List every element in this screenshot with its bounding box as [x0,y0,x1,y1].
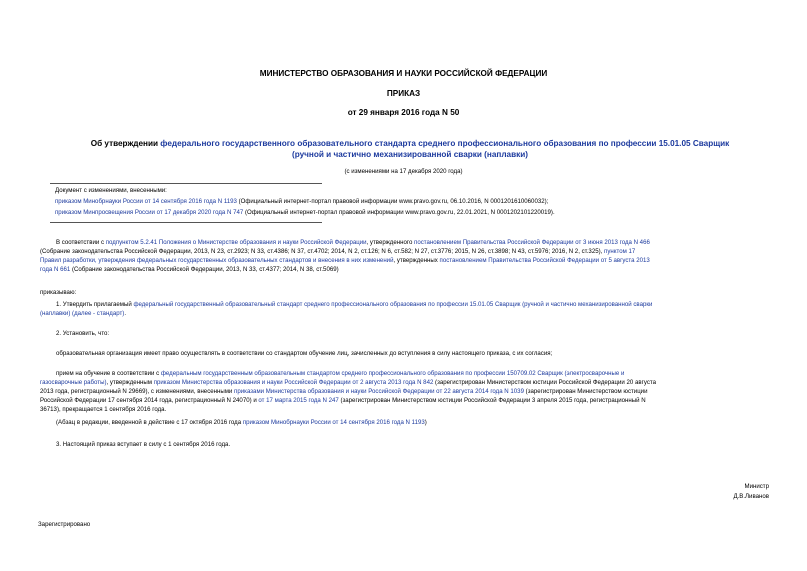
amended-note: (с изменениями на 17 декабря 2020 года) [344,168,463,175]
ministry-heading: МИНИСТЕРСТВО ОБРАЗОВАНИЯ И НАУКИ РОССИЙСКОЙ ФЕДЕРАЦИИ [259,69,548,78]
rules-development-link[interactable]: Правил разработки, утверждения федеральных государственных образовательных стандартов и внесения в них изменений [40,257,394,264]
document-title-line2[interactable]: (ручной и частично механизированной сварки (наплавки) [292,150,528,159]
order-247-link[interactable]: от 17 марта 2015 года N 247 [258,397,339,404]
gov-decree-466-link[interactable]: постановлением Правительства Российской Федерации от 3 июня 2013 года N 466 [414,239,650,246]
gov-decree-661-link[interactable]: постановлением Правительства Российской Федерации от 5 августа 2013 [439,257,650,264]
doc-type-heading: ПРИКАЗ [386,89,421,98]
order-1039-link[interactable]: приказами Министерства образования и науки Российской Федерации от 22 августа 2014 года N 1039 [234,388,524,395]
changes-top-rule [50,183,322,184]
title-standard-link[interactable]: федерального государственного образовательного стандарта среднего профессионального образования по профессии 15.01.05 Сварщик [160,139,730,148]
old-standard-link-cont[interactable]: газосварочные работы) [40,379,107,386]
standard-link-cont[interactable]: (наплавки) (далее - стандарт) [40,310,125,317]
signature-name: Д.В.Ливанов [733,493,769,500]
title-prefix: Об утверждении [90,139,161,148]
document-title-line1 [52,138,768,149]
old-standard-link[interactable]: федеральным государственным образовательным стандартом среднего профессионального образования по профессии 150709.02 Сварщик (электросварочные и [160,370,625,377]
abzac-note: (Абзац в редакции, введенной в действие с 17 октября 2016 года приказом Минобрнауки России от 14 сентября 2016 года N 1193) [56,419,427,426]
order-word: приказываю: [40,289,77,296]
changes-bottom-rule [50,222,322,223]
preamble-paragraph: В соответствии с подпунктом 5.2.41 Положения о Министерстве образования и науки Российской Федерации, утвержденного постановлением Правительства Российской Федерации от 3 июня 2013 года N 466 (Собрание законодательства Российской Федерации, 2013, N 23, ст.2923; N 33, ст.4386; N 37, ст.4702; 2014, N 2, ст.126; N 6, ст.582; N 27, ст.3776; 2015, N 26, ст.3898; N 43, ст.5976; 2016, N 2, ст.325), пунктом 17 Правил разработки, утверждения федеральных государственных образовательных стандартов и внесения в них изменений, утвержденных постановлением Правительства Российской Федерации от 5 августа 2013 года N 661 (Собрание законодательства Российской Федерации, 2013, N 33, ст.4377; 2014, N 38, ст.5069) [40,239,650,273]
gov-decree-661-year-link[interactable]: года N 661 [40,266,71,273]
changes-item-2: приказом Минпросвещения России от 17 декабря 2020 года N 747 (Официальный интернет-портал правовой информации www.pravo.gov.ru, 22.01.2021, N 0001202101220019). [55,209,555,216]
standard-link[interactable]: федеральный государственный образовательный стандарт среднего профессионального образования по профессии 15.01.05 Сварщик (ручной и частично механизированной сварки [133,301,653,308]
item-1-paragraph: 1. Утвердить прилагаемый федеральный государственный образовательный стандарт среднего профессионального образования по профессии 15.01.05 Сварщик (ручной и частично механизированной сварки (наплавки) (далее - стандарт). [40,301,653,317]
change-order-1193-link[interactable]: приказом Минобрнауки России от 14 сентября 2016 года N 1193 [55,198,237,205]
admission-paragraph: прием на обучение в соответствии с федеральным государственным образовательным стандартом среднего профессионального образования по профессии 150709.02 Сварщик (электросварочные и газосварочные работы), утвержденным приказом Министерства образования и науки Российской Федерации от 2 августа 2013 года N 842 (зарегистрирован Министерством юстиции Российской Федерации 20 августа 2013 года, регистрационный N 29669), с изменениями, внесенными приказами Министерства образования и науки Российской Федерации от 22 августа 2014 года N 1039 (зарегистрирован Министерством юстиции Российской Федерации 17 сентября 2014 года, регистрационный N 24070) и от 17 марта 2015 года N 247 (зарегистрирован Министерством юстиции Российской Федерации 3 апреля 2015 года, регистрационный N 36713), прекращается 1 сентября 2016 года. [40,370,656,413]
item-2-text: образовательная организация имеет право осуществлять в соответствии со стандартом обучение лиц, зачисленных до вступления в силу настоящего приказа, с их согласия; [56,350,553,357]
change-order-747-link[interactable]: приказом Минпросвещения России от 17 декабря 2020 года N 747 [55,209,244,216]
order-842-link[interactable]: приказом Министерства образования и науки Российской Федерации от 2 августа 2013 года N 842 [153,379,434,386]
point-17-link[interactable]: пунктом 17 [604,248,636,255]
abzac-order-1193-link[interactable]: приказом Минобрнауки России от 14 сентября 2016 года N 1193 [242,419,425,426]
item-3-text: 3. Настоящий приказ вступает в силу с 1 сентября 2016 года. [56,441,231,448]
registered-label: Зарегистрировано [38,521,91,528]
signature-role: Министр [744,483,769,490]
regulation-link[interactable]: подпунктом 5.2.41 Положения о Министерстве образования и науки Российской Федерации [105,239,367,246]
changes-intro: Документ с изменениями, внесенными: [55,187,167,194]
item-2-heading: 2. Установить, что: [56,330,110,337]
changes-item-1: приказом Минобрнауки России от 14 сентября 2016 года N 1193 (Официальный интернет-портал правовой информации www.pravo.gov.ru, 06.10.2016, N 0001201610060032); [55,198,549,205]
date-number-heading: от 29 января 2016 года N 50 [347,108,460,117]
